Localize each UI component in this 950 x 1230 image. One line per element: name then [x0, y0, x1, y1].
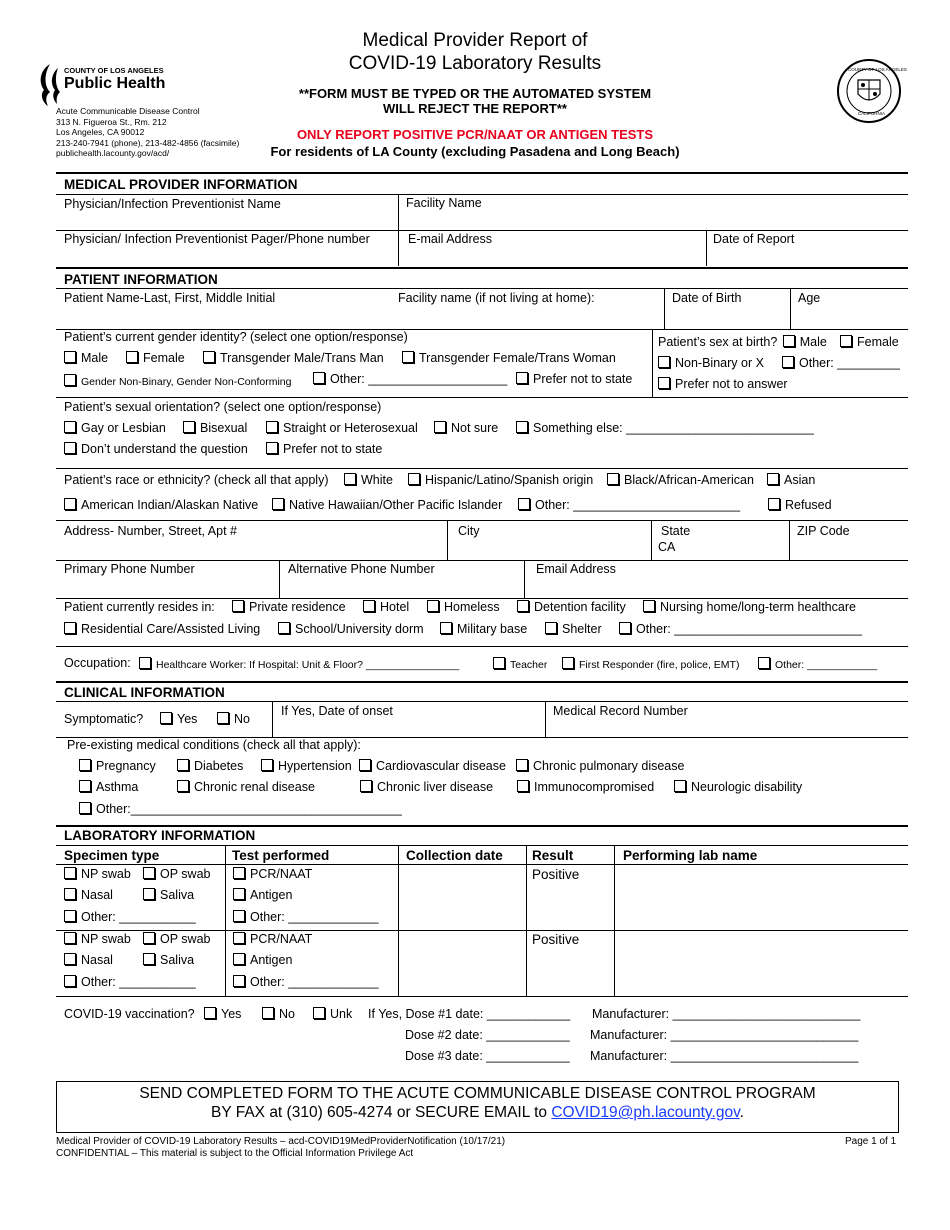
specimen-other-option[interactable]	[64, 975, 196, 989]
checkbox[interactable]	[64, 975, 76, 987]
dose1-date-field[interactable]: If Yes, Dose #1 date: ____________	[368, 1007, 571, 1021]
orientation-straight-option[interactable]	[266, 421, 418, 435]
option-label: OP swab	[160, 867, 211, 881]
address-line: Acute Communicable Disease Control	[56, 106, 200, 116]
checkbox[interactable]	[233, 975, 245, 987]
option-label: Gay or Lesbian	[81, 421, 166, 435]
checkbox[interactable]	[177, 780, 189, 792]
checkbox[interactable]	[233, 867, 245, 879]
address-line: publichealth.lacounty.gov/acd/	[56, 148, 170, 158]
orientation-notsure-option[interactable]	[434, 421, 498, 435]
option-label: Gender Non-Binary, Gender Non-Conforming	[81, 376, 292, 388]
option-label: Other: ________________________	[535, 498, 741, 512]
state-label: State	[661, 524, 691, 538]
option-label: Straight or Heterosexual	[283, 421, 418, 435]
symptomatic-no-option[interactable]	[217, 712, 250, 726]
preexisting-question: Pre-existing medical conditions (check all that apply):	[67, 738, 361, 752]
checkbox[interactable]	[183, 421, 195, 433]
checkbox[interactable]	[233, 953, 245, 965]
option-label: Asthma	[96, 780, 139, 794]
patient-name-field[interactable]: Patient Name-Last, First, Middle Initial	[64, 291, 276, 305]
option-label: Homeless	[444, 600, 500, 614]
checkbox[interactable]	[79, 780, 91, 792]
specimen-op-option[interactable]	[143, 932, 211, 946]
gender-male-option[interactable]	[64, 351, 108, 365]
send-email-link[interactable]: COVID19@ph.lacounty.gov	[551, 1104, 740, 1121]
option-label: Hispanic/Latino/Spanish origin	[425, 473, 594, 487]
option-label: Shelter	[562, 622, 602, 636]
state-value[interactable]: CA	[658, 540, 676, 554]
address-field[interactable]: Address- Number, Street, Apt #	[64, 524, 237, 538]
checkbox[interactable]	[232, 600, 244, 612]
option-label: Prefer not to state	[533, 372, 633, 386]
warning-line2: WILL REJECT THE REPORT**	[383, 101, 567, 116]
checkbox[interactable]	[768, 498, 780, 510]
occupation-responder-option[interactable]	[562, 657, 739, 671]
specimen-op-option[interactable]	[143, 867, 211, 881]
checkbox[interactable]	[359, 759, 371, 771]
option-label: Yes	[177, 712, 198, 726]
checkbox[interactable]	[203, 351, 215, 363]
checkbox[interactable]	[363, 600, 375, 612]
onset-date-field[interactable]: If Yes, Date of onset	[281, 704, 393, 718]
resides-residential-option[interactable]	[64, 622, 260, 636]
send-line2-end: .	[739, 1104, 744, 1121]
checkbox[interactable]	[143, 932, 155, 944]
checkbox[interactable]	[64, 910, 76, 922]
checkbox[interactable]	[313, 372, 325, 384]
checkbox[interactable]	[545, 622, 557, 634]
condition-pregnancy[interactable]	[79, 759, 156, 773]
sex-question	[658, 335, 827, 349]
footer-line1: Medical Provider of COVID-19 Laboratory Results – acd-COVID19MedProviderNotification (10/17/21)	[56, 1136, 506, 1147]
sex-prefer-option[interactable]	[658, 377, 788, 391]
test-other-option[interactable]	[233, 975, 379, 989]
col-lab-header: Performing lab name	[623, 848, 758, 863]
checkbox[interactable]	[643, 600, 655, 612]
option-label: Other: _____________	[250, 975, 379, 989]
patient-email-field[interactable]: Email Address	[536, 562, 616, 576]
option-label: Other: _____________	[250, 910, 379, 924]
vaccination-unk-option[interactable]	[313, 1007, 352, 1021]
seal-top-text: COUNTY OF LOS ANGELES	[848, 67, 907, 72]
provider-email-field[interactable]: E-mail Address	[408, 232, 493, 246]
dose2-manufacturer-field[interactable]: Manufacturer: ___________________________	[590, 1028, 859, 1042]
race-question: Patient’s race or ethnicity? (check all that apply)	[64, 473, 329, 487]
checkbox[interactable]	[840, 335, 852, 347]
col-specimen-header: Specimen type	[64, 848, 160, 863]
option-label: Male	[81, 351, 109, 365]
checkbox[interactable]	[360, 780, 372, 792]
resides-nursing-option[interactable]	[643, 600, 856, 614]
checkbox[interactable]	[607, 473, 619, 485]
condition-renal[interactable]	[177, 780, 315, 794]
checkbox[interactable]	[177, 759, 189, 771]
option-label: Private residence	[249, 600, 346, 614]
checkbox[interactable]	[64, 932, 76, 944]
condition-pulmonary[interactable]	[516, 759, 684, 773]
checkbox[interactable]	[619, 622, 631, 634]
checkbox[interactable]	[266, 421, 278, 433]
option-label: Cardiovascular disease	[376, 759, 506, 773]
send-line2	[57, 1104, 898, 1122]
specimen-other-option[interactable]	[64, 910, 196, 924]
patient-facility-field[interactable]: Facility name (if not living at home):	[398, 291, 595, 305]
checkbox[interactable]	[64, 953, 76, 965]
option-label: Chronic renal disease	[194, 780, 315, 794]
date-of-report-field[interactable]: Date of Report	[713, 232, 795, 246]
checkbox[interactable]	[262, 1007, 274, 1019]
resides-dorm-option[interactable]	[278, 622, 424, 636]
vaccination-question: COVID-19 vaccination?	[64, 1007, 195, 1021]
resides-private-option[interactable]	[232, 600, 346, 614]
specimen-nasal-option[interactable]	[64, 953, 113, 967]
gender-other-option[interactable]	[313, 372, 507, 386]
option-label: Transgender Male/Trans Man	[220, 351, 384, 365]
option-label: Healthcare Worker: If Hospital: Unit & Floor? ________________	[156, 659, 460, 671]
option-label: Detention facility	[534, 600, 626, 614]
orientation-bisexual-option[interactable]	[183, 421, 247, 435]
checkbox[interactable]	[143, 888, 155, 900]
col-test-header: Test performed	[232, 848, 330, 863]
dose3-date-field[interactable]: Dose #3 date: ____________	[405, 1049, 570, 1063]
checkbox[interactable]	[434, 421, 446, 433]
option-label: Unk	[330, 1007, 353, 1021]
seal-bottom-text: CALIFORNIA	[858, 111, 886, 116]
option-label: Other:_______________________________________	[96, 802, 402, 816]
condition-other[interactable]	[79, 802, 402, 816]
option-label: Female	[143, 351, 185, 365]
resides-other-option[interactable]	[619, 622, 862, 636]
option-label: PCR/NAAT	[250, 867, 313, 881]
occupation-teacher-option[interactable]	[493, 657, 547, 671]
clinical-heading: CLINICAL INFORMATION	[64, 685, 225, 700]
logo-county-text: COUNTY OF LOS ANGELES	[64, 66, 164, 75]
option-label: Diabetes	[194, 759, 244, 773]
checkbox[interactable]	[64, 622, 76, 634]
symptomatic-question: Symptomatic?	[64, 712, 144, 726]
resides-question: Patient currently resides in:	[64, 600, 215, 614]
option-label: White	[361, 473, 393, 487]
test-other-option[interactable]	[233, 910, 379, 924]
orientation-gay-option[interactable]	[64, 421, 166, 435]
condition-immuno[interactable]	[517, 780, 654, 794]
option-label: OP swab	[160, 932, 211, 946]
specimen-saliva-option[interactable]	[143, 888, 194, 902]
race-amindian-option[interactable]	[64, 498, 258, 512]
checkbox[interactable]	[767, 473, 779, 485]
resides-detention-option[interactable]	[517, 600, 626, 614]
option-label: Prefer not to state	[283, 442, 383, 456]
specimen-np-option[interactable]	[64, 932, 131, 946]
option-label: Neurologic disability	[691, 780, 803, 794]
test-antigen-option[interactable]	[233, 953, 292, 967]
page-title-line2: COVID-19 Laboratory Results	[348, 53, 602, 74]
option-label: Yes	[221, 1007, 242, 1021]
test-antigen-option[interactable]	[233, 888, 292, 902]
occupation-other-option[interactable]	[758, 657, 877, 671]
checkbox[interactable]	[516, 372, 528, 384]
gender-question: Patient’s current gender identity? (select one option/response)	[64, 330, 408, 344]
option-label: NP swab	[81, 932, 131, 946]
lab-heading: LABORATORY INFORMATION	[64, 828, 256, 843]
page-title-line1: Medical Provider Report of	[362, 30, 588, 51]
condition-neuro[interactable]	[674, 780, 802, 794]
result-value: Positive	[532, 932, 580, 947]
checkbox[interactable]	[562, 657, 574, 669]
option-label: Not sure	[451, 421, 499, 435]
dose2-date-field[interactable]: Dose #2 date: ____________	[405, 1028, 570, 1042]
orientation-question: Patient’s sexual orientation? (select one option/response)	[64, 400, 382, 414]
option-label: No	[234, 712, 250, 726]
option-label: Other: ___________________________	[636, 622, 862, 636]
checkbox[interactable]	[160, 712, 172, 724]
orientation-prefer-option[interactable]	[266, 442, 382, 456]
option-label: Other: ___________	[81, 910, 196, 924]
condition-liver[interactable]	[360, 780, 493, 794]
option-label: Saliva	[160, 953, 195, 967]
gender-prefer-option[interactable]	[516, 372, 632, 386]
option-label: No	[279, 1007, 295, 1021]
physician-name-field[interactable]: Physician/Infection Preventionist Name	[64, 197, 281, 211]
age-field[interactable]: Age	[798, 291, 821, 305]
checkbox[interactable]	[143, 953, 155, 965]
alt-phone-field[interactable]: Alternative Phone Number	[288, 562, 435, 576]
checkbox[interactable]	[272, 498, 284, 510]
facility-name-field[interactable]: Facility Name	[406, 196, 482, 210]
checkbox[interactable]	[313, 1007, 325, 1019]
test-pcr-option[interactable]	[233, 867, 312, 881]
col-collection-header: Collection date	[406, 848, 503, 863]
specimen-np-option[interactable]	[64, 867, 131, 881]
option-label: NP swab	[81, 867, 131, 881]
option-label: Teacher	[510, 659, 548, 671]
option-label: Other: _________	[799, 356, 900, 370]
condition-diabetes[interactable]	[177, 759, 243, 773]
option-label: Black/African-American	[624, 473, 754, 487]
gender-transfemale-option[interactable]	[402, 351, 616, 365]
checkbox[interactable]	[782, 356, 794, 368]
race-black-option[interactable]	[607, 473, 754, 487]
condition-cardio[interactable]	[359, 759, 506, 773]
checkbox[interactable]	[518, 498, 530, 510]
sex-other-option[interactable]	[782, 356, 900, 370]
vaccination-yes-option[interactable]	[204, 1007, 241, 1021]
option-label: Pregnancy	[96, 759, 156, 773]
page-number: Page 1 of 1	[845, 1136, 897, 1147]
checkbox[interactable]	[64, 498, 76, 510]
option-label: Chronic liver disease	[377, 780, 494, 794]
test-pcr-option[interactable]	[233, 932, 312, 946]
option-label: Nasal	[81, 888, 113, 902]
checkbox[interactable]	[233, 888, 245, 900]
checkbox[interactable]	[408, 473, 420, 485]
gender-female-option[interactable]	[126, 351, 185, 365]
sex-question-label: Patient’s sex at birth?	[658, 335, 778, 349]
option-label: Antigen	[250, 888, 293, 902]
option-label: Non-Binary or X	[675, 356, 764, 370]
patient-heading: PATIENT INFORMATION	[64, 272, 218, 287]
sex-female-option[interactable]	[840, 335, 899, 349]
option-label: Something else: ___________________________	[533, 421, 814, 435]
specimen-nasal-option[interactable]	[64, 888, 113, 902]
checkbox[interactable]	[261, 759, 273, 771]
city-field[interactable]: City	[458, 524, 480, 538]
condition-hypertension[interactable]	[261, 759, 352, 773]
option-label: Female	[857, 335, 899, 349]
checkbox[interactable]	[278, 622, 290, 634]
checkbox[interactable]	[516, 421, 528, 433]
result-value: Positive	[532, 867, 580, 882]
race-asian-option[interactable]	[767, 473, 815, 487]
option-label: Asian	[784, 473, 816, 487]
option-label: Native Hawaiian/Other Pacific Islander	[289, 498, 503, 512]
option-label: Prefer not to answer	[675, 377, 788, 391]
checkbox[interactable]	[427, 600, 439, 612]
gender-transmale-option[interactable]	[203, 351, 384, 365]
race-white-option[interactable]	[344, 473, 393, 487]
gender-nonbinary-option[interactable]	[64, 374, 292, 388]
checkbox[interactable]	[344, 473, 356, 485]
checkbox[interactable]	[64, 351, 76, 363]
condition-asthma[interactable]	[79, 780, 138, 794]
option-label: Hotel	[380, 600, 410, 614]
resides-hotel-option[interactable]	[363, 600, 409, 614]
vaccination-no-option[interactable]	[262, 1007, 295, 1021]
checkbox[interactable]	[64, 867, 76, 879]
col-result-header: Result	[532, 848, 574, 863]
address-line: 313 N. Figueroa St., Rm. 212	[56, 116, 167, 127]
send-line2-text: BY FAX at (310) 605-4274 or SECURE EMAIL to	[211, 1104, 552, 1121]
option-label: Other: ___________	[81, 975, 196, 989]
warning-line1: **FORM MUST BE TYPED OR THE AUTOMATED SYSTEM	[298, 86, 652, 101]
option-label: Hypertension	[278, 759, 352, 773]
option-label: Refused	[785, 498, 832, 512]
checkbox[interactable]	[758, 657, 770, 669]
orientation-dont-option[interactable]	[64, 442, 248, 456]
address-line: 213-240-7941 (phone), 213-482-4856 (facsimile)	[56, 137, 240, 148]
option-label: Transgender Female/Trans Woman	[419, 351, 616, 365]
race-refused-option[interactable]	[768, 498, 832, 512]
pager-phone-field[interactable]: Physician/ Infection Preventionist Pager/Phone number	[64, 232, 370, 246]
checkbox[interactable]	[493, 657, 505, 669]
checkbox[interactable]	[64, 421, 76, 433]
option-label: Saliva	[160, 888, 195, 902]
checkbox[interactable]	[64, 374, 76, 386]
symptomatic-yes-option[interactable]	[160, 712, 197, 726]
checkbox[interactable]	[516, 759, 528, 771]
option-label: Antigen	[250, 953, 293, 967]
mrn-field[interactable]: Medical Record Number	[553, 704, 688, 718]
checkbox[interactable]	[233, 932, 245, 944]
address-line: Los Angeles, CA 90012	[56, 127, 145, 137]
checkbox[interactable]	[126, 351, 138, 363]
specimen-saliva-option[interactable]	[143, 953, 194, 967]
option-label: Male	[799, 335, 827, 349]
dose1-manufacturer-field[interactable]: Manufacturer: ___________________________	[592, 1007, 861, 1021]
option-label: Nursing home/long-term healthcare	[660, 600, 856, 614]
checkbox[interactable]	[783, 335, 795, 347]
zip-field[interactable]: ZIP Code	[797, 524, 850, 538]
checkbox[interactable]	[674, 780, 686, 792]
provider-heading: MEDICAL PROVIDER INFORMATION	[64, 177, 298, 192]
checkbox[interactable]	[204, 1007, 216, 1019]
option-label: American Indian/Alaskan Native	[81, 498, 259, 512]
resides-military-option[interactable]	[440, 622, 527, 636]
option-label: Other: ____________	[775, 659, 878, 671]
option-label: Immunocompromised	[534, 780, 655, 794]
option-label: Residential Care/Assisted Living	[81, 622, 261, 636]
occupation-question: Occupation:	[64, 656, 131, 670]
red-notice: ONLY REPORT POSITIVE PCR/NAAT OR ANTIGEN TESTS	[296, 127, 654, 142]
checkbox[interactable]	[217, 712, 229, 724]
checkbox[interactable]	[143, 867, 155, 879]
option-label: School/University dorm	[295, 622, 424, 636]
checkbox[interactable]	[64, 888, 76, 900]
send-instructions-box	[56, 1081, 899, 1133]
occupation-healthcare-option[interactable]	[139, 657, 459, 671]
dose3-manufacturer-field[interactable]: Manufacturer: ___________________________	[590, 1049, 859, 1063]
resides-homeless-option[interactable]	[427, 600, 500, 614]
sex-nonbinary-option[interactable]	[658, 356, 764, 370]
resides-shelter-option[interactable]	[545, 622, 602, 636]
primary-phone-field[interactable]: Primary Phone Number	[64, 562, 195, 576]
checkbox[interactable]	[139, 657, 151, 669]
county-seal	[836, 58, 907, 124]
footer-line2: CONFIDENTIAL – This material is subject to the Official Information Privilege Act	[56, 1148, 414, 1159]
orientation-else-option[interactable]	[516, 421, 814, 435]
dob-field[interactable]: Date of Birth	[672, 291, 742, 305]
checkbox[interactable]	[658, 356, 670, 368]
residents-note: For residents of LA County (excluding Pasadena and Long Beach)	[270, 144, 680, 159]
race-other-option[interactable]	[518, 498, 740, 512]
checkbox[interactable]	[402, 351, 414, 363]
checkbox[interactable]	[440, 622, 452, 634]
race-hispanic-option[interactable]	[408, 473, 593, 487]
checkbox[interactable]	[517, 600, 529, 612]
option-label: Bisexual	[200, 421, 248, 435]
option-label: Chronic pulmonary disease	[533, 759, 685, 773]
option-label: Don’t understand the question	[81, 442, 248, 456]
checkbox[interactable]	[79, 802, 91, 814]
checkbox[interactable]	[517, 780, 529, 792]
checkbox[interactable]	[79, 759, 91, 771]
option-label: First Responder (fire, police, EMT)	[579, 659, 740, 671]
checkbox[interactable]	[266, 442, 278, 454]
option-label: Other: ____________________	[330, 372, 508, 386]
checkbox[interactable]	[64, 442, 76, 454]
race-hawaiian-option[interactable]	[272, 498, 502, 512]
send-line1: SEND COMPLETED FORM TO THE ACUTE COMMUNICABLE DISEASE CONTROL PROGRAM	[139, 1085, 816, 1102]
option-label: PCR/NAAT	[250, 932, 313, 946]
option-label: Military base	[457, 622, 528, 636]
checkbox[interactable]	[658, 377, 670, 389]
logo-public-health-text: Public Health	[64, 75, 166, 92]
option-label: Nasal	[81, 953, 113, 967]
checkbox[interactable]	[233, 910, 245, 922]
